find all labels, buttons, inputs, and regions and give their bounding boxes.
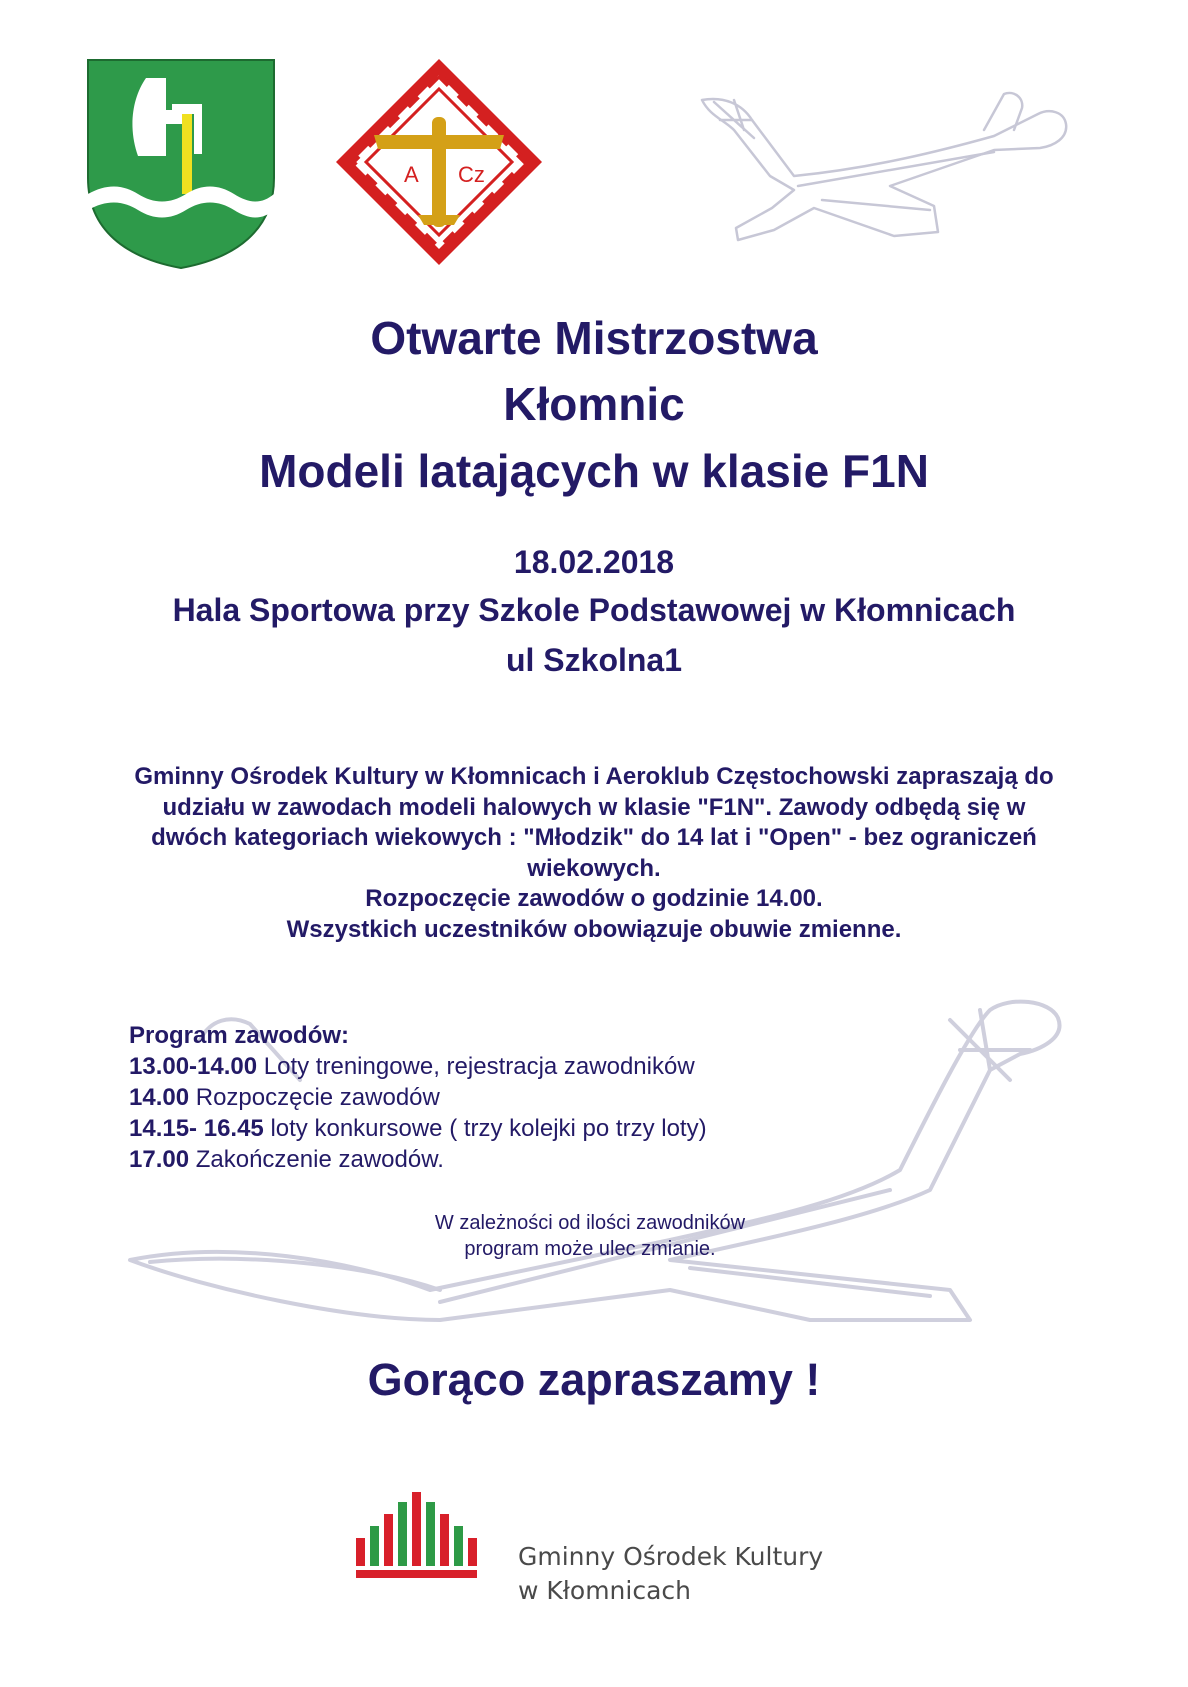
program-time: 14.15- 16.45 — [129, 1115, 264, 1142]
program-item — [129, 1051, 889, 1082]
event-date: 18.02.2018 — [513, 544, 675, 580]
glider-sketch-small — [694, 90, 1074, 268]
intro-line-4: wiekowych. — [527, 854, 661, 882]
note-line-2: program może ulec zmianie. — [464, 1238, 716, 1260]
program-note — [380, 1210, 800, 1262]
program-desc: Loty treningowe, rejestracja zawodników — [257, 1053, 695, 1080]
title-line-2: Kłomnic — [503, 378, 685, 430]
intro-paragraph — [30, 762, 1158, 945]
title-line-3: Modeli latających w klasie F1N — [259, 445, 929, 497]
footer-org-line-1: Gminny Ośrodek Kultury — [518, 1542, 824, 1571]
program-desc: Zakończenie zawodów. — [189, 1146, 444, 1173]
program-item — [129, 1113, 889, 1144]
program-time: 13.00-14.00 — [129, 1053, 258, 1080]
program-time: 17.00 — [129, 1146, 190, 1173]
program-time: 14.00 — [129, 1084, 190, 1111]
program-heading: Program zawodów: — [129, 1022, 350, 1049]
aeroklub-logo — [334, 57, 544, 267]
program-desc: Rozpoczęcie zawodów — [189, 1084, 440, 1111]
event-address: ul Szkolna1 — [505, 642, 683, 678]
program-section — [129, 1020, 889, 1175]
acz-letter-a: A — [404, 162, 419, 187]
coat-of-arms-logo — [86, 58, 276, 270]
intro-line-6: Wszystkich uczestników obowiązuje obuwie zmienne. — [286, 915, 902, 943]
intro-line-3: dwóch kategoriach wiekowych : "Młodzik" do 14 lat i "Open" - bez ograniczeń — [151, 824, 1037, 851]
program-item — [129, 1144, 889, 1175]
title-line-1: Otwarte Mistrzostwa — [370, 312, 818, 364]
intro-line-5: Rozpoczęcie zawodów o godzinie 14.00. — [365, 885, 823, 912]
intro-line-2: udziału w zawodach modeli halowych w klasie "F1N". Zawody odbędą się w — [162, 793, 1026, 821]
footer-org-name — [518, 1540, 823, 1608]
program-desc: loty konkursowe ( trzy kolejki po trzy loty) — [263, 1115, 707, 1142]
program-item — [129, 1082, 889, 1113]
acz-letters-cz: Cz — [458, 162, 485, 187]
note-line-1: W zależności od ilości zawodników — [434, 1212, 746, 1234]
intro-line-1: Gminny Ośrodek Kultury w Kłomnicach i Aeroklub Częstochowski zapraszają do — [134, 763, 1054, 790]
footer-org-line-2: w Kłomnicach — [518, 1576, 691, 1605]
gok-logo-icon — [354, 1490, 480, 1580]
event-venue: Hala Sportowa przy Szkole Podstawowej w Kłomnicach — [172, 592, 1016, 628]
closing-invitation: Gorąco zapraszamy ! — [367, 1354, 821, 1405]
